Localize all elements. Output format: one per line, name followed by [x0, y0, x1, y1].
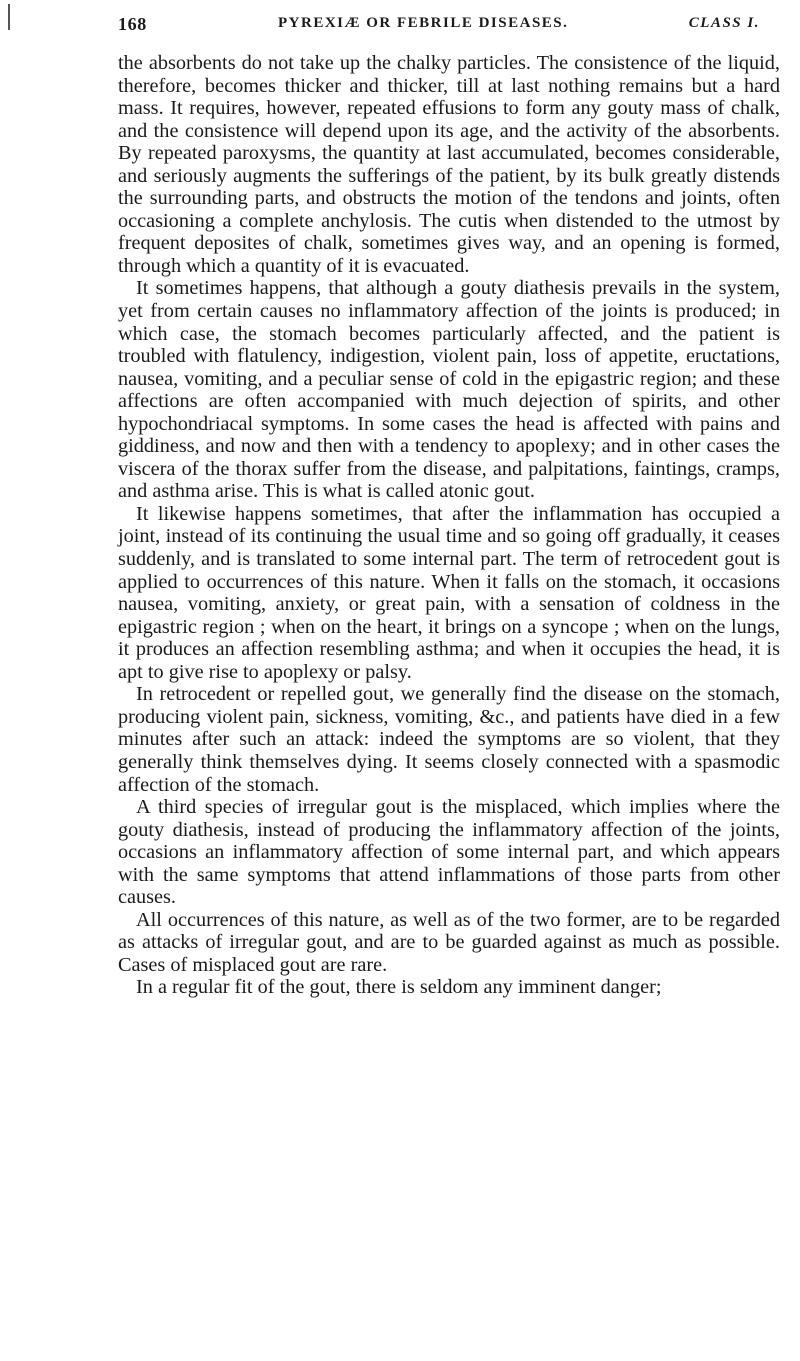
running-title: PYREXIÆ OR FEBRILE DISEASES.: [278, 15, 569, 31]
paragraph-regular-fit: In a regular fit of the gout, there is seldom any imminent danger;: [136, 976, 662, 999]
paragraph-atonic-gout: It sometimes happens, that although a gouty diathesis prevails in the system, yet from certain causes no inflammatory affection of the joints is produced; in which case, the stomach becomes particularly affected, and the patient is troubled with flatulency, indigestion, violent pain, loss of appetite, eructations, nausea, vomiting, and a peculiar sense of cold in the epigastric region; and these affections are often accompanied with much dejection of spirits, and other hypochondriacal symptoms. In some cases the head is affected with pains and giddiness, and now and then with a tendency to apoplexy; and in other cases the viscera of the thorax suffer from the disease, and palpitations, faintings, cramps, and asthma arise. This is what is called atonic gout.: [118, 277, 780, 503]
paragraph-repelled-gout: In retrocedent or repelled gout, we generally find the disease on the stomach, producing violent pain, sickness, vomiting, &c., and patients have died in a few minutes after such an attack: indeed the symptoms are so violent, that they generally think themselves dying. It seems closely connected with a spasmodic affection of the stomach.: [118, 683, 780, 796]
paragraph-misplaced-gout: A third species of irregular gout is the misplaced, which implies where the gouty diathesis, instead of producing the inflammatory affection of the joints, occasions an inflammatory affection of some internal part, and which appears with the same symptoms that attend inflammations of those parts from other causes.: [118, 796, 780, 909]
paragraph-chalk-deposits: the absorbents do not take up the chalky particles. The consistence of the liquid, therefore, becomes thicker and thicker, till at last nothing remains but a hard mass. It requires, however, repeated effusions to form any gouty mass of chalk, and the consistence will depend upon its age, and the activity of the absorbents. By repeated paroxysms, the quantity at last accumulated, becomes considerable, and seriously augments the sufferings of the patient, by its bulk greatly distends the surrounding parts, and obstructs the motion of the tendons and joints, often occasioning a complete anchylosis. The cutis when distended to the utmost by frequent deposites of chalk, sometimes gives way, and an opening is formed, through which a quantity of it is evacuated.: [118, 52, 780, 277]
body-text: [118, 52, 780, 999]
page-number: 168: [118, 14, 147, 34]
class-label: CLASS I.: [688, 15, 760, 31]
paragraph-irregular-gout-summary: All occurrences of this nature, as well as of the two former, are to be regarded as attacks of irregular gout, and are to be guarded against as much as possible. Cases of misplaced gout are rare.: [118, 908, 780, 976]
page-edge-mark: [8, 4, 10, 30]
paragraph-retrocedent-gout: It likewise happens sometimes, that after the inflammation has occupied a joint, instead of its continuing the usual time and so going off gradually, it ceases suddenly, and is translated to some internal part. The term of retrocedent gout is applied to occurrences of this nature. When it falls on the stomach, it occasions nausea, vomiting, anxiety, or great pain, with a sensation of coldness in the epigastric region ; when on the heart, it brings on a syncope ; when on the lungs, it produces an affection resembling asthma; and when it occupies the head, it is apt to give rise to apoplexy or palsy.: [118, 502, 780, 683]
running-header: [118, 14, 760, 42]
